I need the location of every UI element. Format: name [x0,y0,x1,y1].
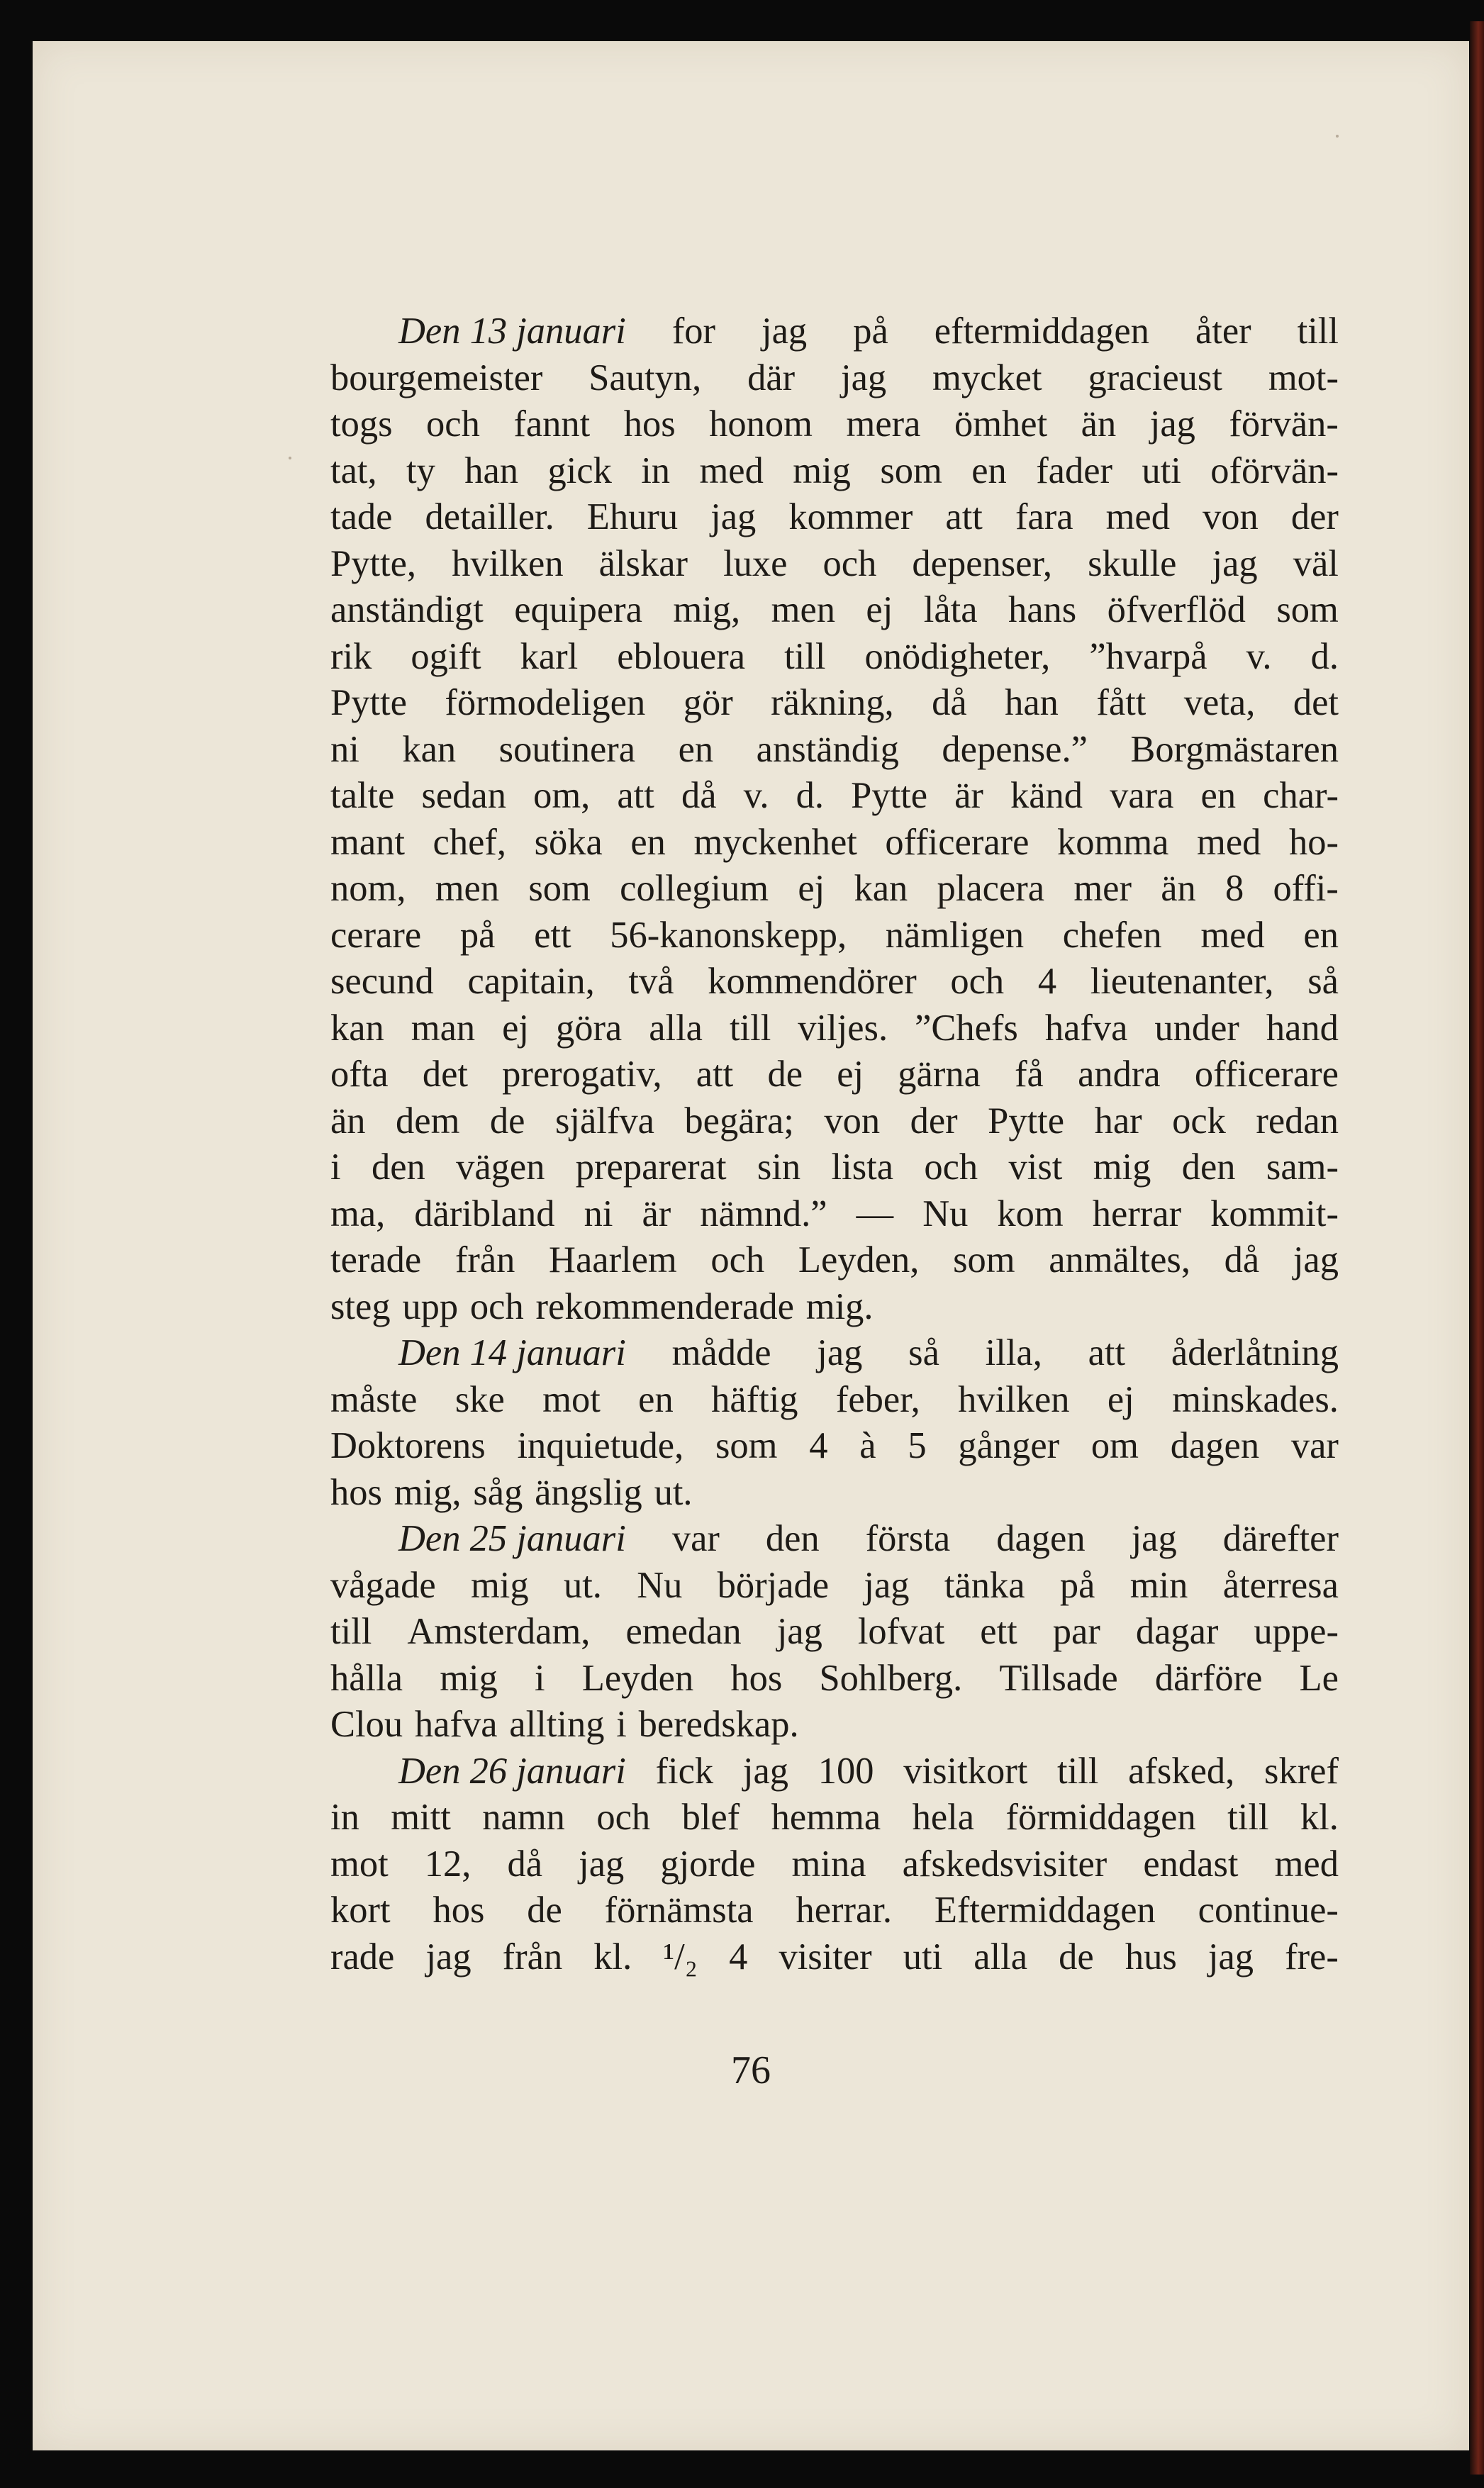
book-page [33,41,1469,2450]
text-line: cerare på ett 56-kanonskepp, nämligen chefen med en [330,914,1339,956]
text-line: bourgemeister Sautyn, där jag mycket gracieust mot- [330,357,1339,398]
text-line: Den 26 januari fick jag 100 visitkort till afsked, skref [330,1748,1339,1795]
text-line: talte sedan om, att då v. d. Pytte är känd vara en char- [330,775,1339,816]
body-text [330,308,1339,1980]
text-line: anständigt equipera mig, men ej låta hans öfverflöd som [330,589,1339,630]
text-line: hålla mig i Leyden hos Sohlberg. Tillsade därföre Le [330,1657,1339,1699]
text-line: Den 13 januari for jag på eftermiddagen åter till [330,308,1339,355]
text-line: ma, däribland ni är nämnd.” — Nu kom herrar kommit- [330,1193,1339,1234]
text-line: till Amsterdam, emedan jag lofvat ett par dagar uppe- [330,1611,1339,1652]
text-line: terade från Haarlem och Leyden, som anmältes, då jag [330,1239,1339,1281]
text-line: i den vägen preparerat sin lista och vist mig den sam- [330,1147,1339,1188]
text-line: rik ogift karl eblouera till onödigheter, ”hvarpå v. d. [330,635,1339,677]
text-line: måste ske mot en häftig feber, hvilken ej minskades. [330,1378,1339,1420]
page-number: 76 [731,2048,771,2092]
paper-speck [1336,135,1339,138]
text-line: secund capitain, två kommendörer och 4 lieutenanter, så [330,961,1339,1002]
text-line: kort hos de förnämsta herrar. Eftermiddagen continue- [330,1890,1339,1931]
text-line: steg upp och rekommenderade mig. [330,1285,874,1327]
entry-date: Den 26 januari [398,1750,626,1792]
text-line: Doktorens inquietude, som 4 à 5 gånger om dagen var [330,1425,1339,1466]
text-line: Den 14 januari mådde jag så illa, att åderlåtning [330,1330,1339,1377]
text-line: Den 25 januari var den första dagen jag därefter [330,1516,1339,1563]
entry-date: Den 13 januari [398,311,626,352]
text-line: Clou hafva allting i beredskap. [330,1704,799,1745]
text-line: ni kan soutinera en anständig depense.” Borgmästaren [330,728,1339,770]
paper-speck [289,457,291,459]
text-line: kan man ej göra alla till viljes. ”Chefs hafva under hand [330,1007,1339,1049]
text-line: än dem de själfva begära; von der Pytte har ock redan [330,1100,1339,1142]
entry-date: Den 14 januari [398,1332,626,1373]
text-line: mot 12, då jag gjorde mina afskedsvisiter endast med [330,1843,1339,1885]
text-line: vågade mig ut. Nu började jag tänka på min återresa [330,1564,1339,1606]
text-line: Pytte förmodeligen gör räkning, då han fått veta, det [330,682,1339,723]
text-line: togs och fannt hos honom mera ömhet än jag förvän- [330,403,1339,445]
text-line: ofta det prerogativ, att de ej gärna få andra officerare [330,1054,1339,1095]
text-line: tade detailler. Ehuru jag kommer att fara med von der [330,496,1339,537]
text-line: in mitt namn och blef hemma hela förmiddagen till kl. [330,1797,1339,1838]
text-line: hos mig, såg ängslig ut. [330,1471,693,1513]
text-line: rade jag från kl. ¹/₂ 4 visiter uti alla de hus jag fre- [330,1936,1339,1977]
entry-date: Den 25 januari [398,1518,626,1559]
book-spine-edge [1470,21,1484,2475]
text-line: Pytte, hvilken älskar luxe och depenser, skulle jag väl [330,542,1339,584]
text-line: mant chef, söka en myckenhet officerare komma med ho- [330,821,1339,863]
text-line: tat, ty han gick in med mig som en fader uti oförvän- [330,450,1339,491]
text-line: nom, men som collegium ej kan placera mer än 8 offi- [330,868,1339,909]
